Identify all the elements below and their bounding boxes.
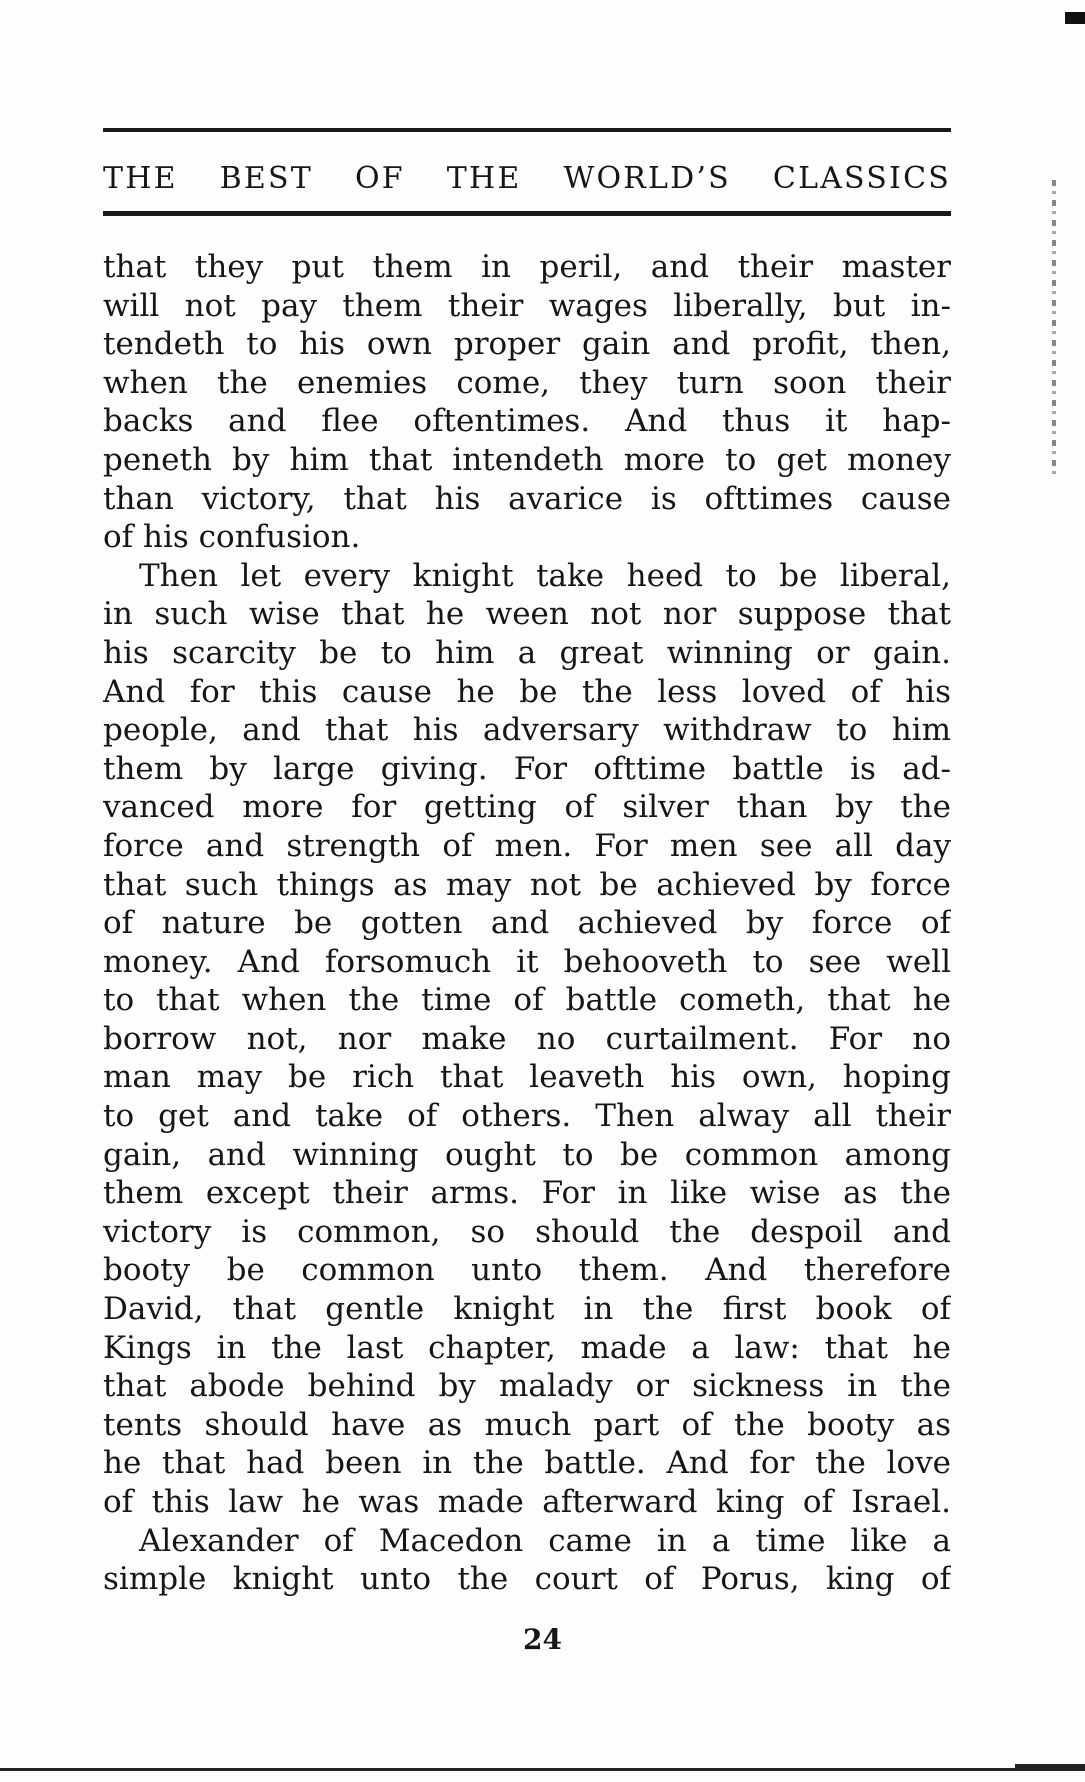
text-line: people, and that his adversary withdraw to him <box>103 712 951 749</box>
page-number: 24 <box>523 1623 562 1656</box>
text-line: than victory, that his avarice is ofttimes cause <box>103 480 951 517</box>
running-head: THE BEST OF THE WORLD’S CLASSICS <box>103 161 951 196</box>
text-line: of this law he was made afterward king of Israel. <box>103 1484 951 1520</box>
text-line: Then let every knight take heed to be liberal, <box>139 557 951 594</box>
text-line: backs and flee oftentimes. And thus it hap- <box>103 403 951 440</box>
text-line: them except their arms. For in like wise as the <box>103 1175 951 1212</box>
text-line: David, that gentle knight in the first book of <box>103 1291 951 1328</box>
scan-bottom-edge <box>0 1768 1085 1771</box>
scan-bottom-edge-mark <box>1015 1764 1085 1770</box>
text-line: to that when the time of battle cometh, that he <box>103 982 951 1019</box>
text-line: Kings in the last chapter, made a law: that he <box>103 1329 951 1366</box>
scan-corner-mark <box>1065 12 1085 24</box>
text-line: borrow not, nor make no curtailment. For no <box>103 1020 951 1057</box>
header-rule-bottom <box>103 211 951 216</box>
header-rule-top <box>103 128 951 132</box>
text-line: peneth by him that intendeth more to get money <box>103 441 951 478</box>
text-line: tents should have as much part of the booty as <box>103 1406 951 1443</box>
text-line: money. And forsomuch it behooveth to see well <box>103 943 951 980</box>
text-line: of nature be gotten and achieved by force of <box>103 905 951 942</box>
text-line: force and strength of men. For men see all day <box>103 827 951 864</box>
text-line: of his confusion. <box>103 519 361 556</box>
text-line: will not pay them their wages liberally, but in- <box>103 287 951 324</box>
text-line: booty be common unto them. And therefore <box>103 1252 951 1289</box>
text-line: that abode behind by malady or sickness in the <box>103 1368 951 1405</box>
text-line: his scarcity be to him a great winning or gain. <box>103 634 951 671</box>
body-text <box>103 248 951 1599</box>
text-line: tendeth to his own proper gain and profit, then, <box>103 326 951 363</box>
text-line: simple knight unto the court of Porus, king of <box>103 1561 951 1598</box>
text-line: in such wise that he ween not nor suppose that <box>103 596 951 633</box>
text-line: victory is common, so should the despoil and <box>103 1213 951 1250</box>
text-line: man may be rich that leaveth his own, hoping <box>103 1059 951 1096</box>
text-line: And for this cause he be the less loved of his <box>103 673 951 710</box>
text-line: them by large giving. For ofttime battle is ad- <box>103 750 951 787</box>
text-line: Alexander of Macedon came in a time like a <box>139 1522 951 1559</box>
text-line: gain, and winning ought to be common among <box>103 1136 951 1173</box>
text-line: vanced more for getting of silver than by the <box>103 789 951 826</box>
text-line: that they put them in peril, and their master <box>103 249 951 285</box>
text-line: to get and take of others. Then alway all their <box>103 1098 951 1135</box>
text-line: that such things as may not be achieved by force <box>103 866 951 903</box>
margin-scan-artifact <box>1052 180 1056 480</box>
text-line: he that had been in the battle. And for the love <box>103 1445 951 1482</box>
text-line: when the enemies come, they turn soon their <box>103 364 951 401</box>
